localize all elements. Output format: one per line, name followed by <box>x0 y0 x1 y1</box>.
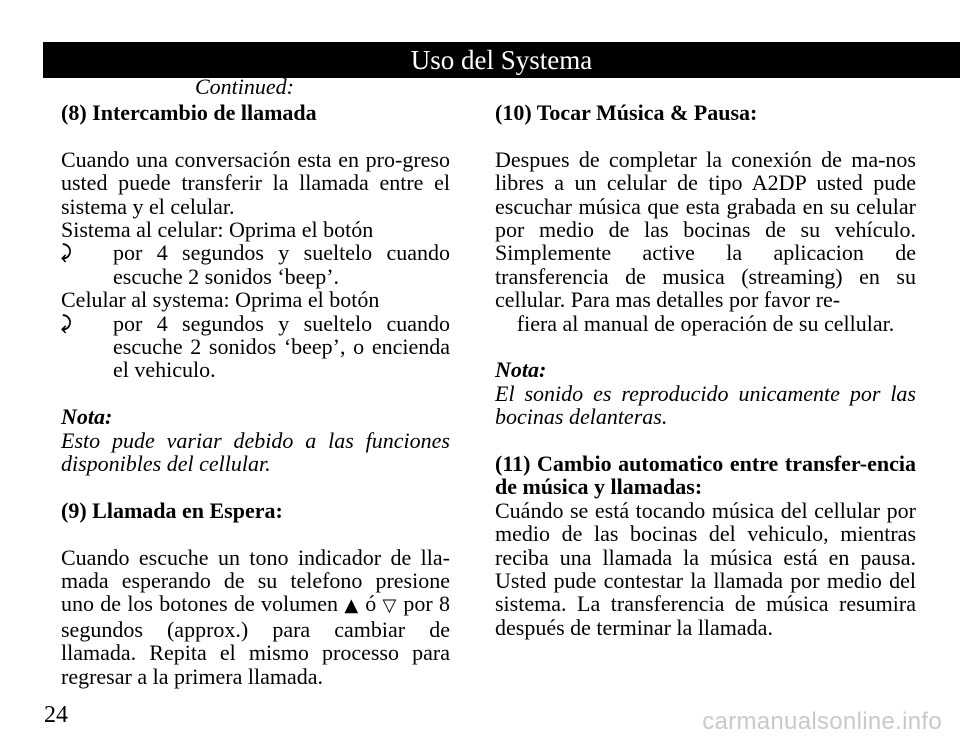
watermark: carmanualsonline.info <box>702 708 942 735</box>
system-to-cell-text: Sistema al celular: Oprima el botón <box>61 217 374 243</box>
spacer <box>61 382 450 405</box>
page-number: 24 <box>44 702 68 728</box>
note-title: Nota: <box>61 404 113 430</box>
volume-down-triangle-icon: ▽ <box>382 595 398 617</box>
cell-to-system-line-2 <box>61 312 450 382</box>
section-9-heading: (9) Llamada en Espera: <box>61 497 283 523</box>
section-title: Uso del Systema <box>410 45 593 75</box>
system-to-cell-text-2: por 4 segundos y sueltelo cuando escuche 2 sonidos ‘beep’. <box>113 240 450 289</box>
left-column <box>61 101 450 688</box>
right-column <box>495 101 916 639</box>
volume-up-triangle-icon: ▲ <box>344 595 359 617</box>
note-text: El sonido es reproducido unicamente por las bocinas delanteras. <box>495 380 916 430</box>
note-text: Esto pude variar debido a las funciones disponibles del cellular. <box>61 427 450 477</box>
continued-label: Continued: <box>195 74 294 99</box>
spacer <box>61 124 450 147</box>
system-to-cell-line <box>61 218 450 241</box>
cell-to-system-text-2: por 4 segundos y sueltelo cuando escuche 2 sonidos ‘beep’, o encienda el vehiculo. <box>113 310 450 383</box>
section-9-body <box>61 546 450 688</box>
section-11-heading: (11) Cambio automatico entre transfer-encia de música y llamadas: <box>495 451 916 500</box>
spacer <box>495 429 916 452</box>
section-10-body-last: fiera al manual de operación de su cellular. <box>516 310 895 336</box>
section-10-body: Despues de completar la conexión de ma-nos libres a un celular de tipo A2DP usted pude escuchar música que esta grabada en su celular por medio de las bocinas de su vehículo. Simplemente active la aplicacion de transferencia de musica (streaming) en su cellular. Para mas detalles por favor re- <box>495 146 916 313</box>
section-8-heading: (8) Intercambio de llamada <box>61 100 317 125</box>
section-9-text-b: por 8 segundos (approx.) para cambiar de llamada. Repita el mismo processo para regresar a la primera llamada. <box>61 591 451 689</box>
section-9-text-a: Cuando escuche un tono indicador de lla-mada esperando de su telefono presione uno de los botones de volumen <box>61 544 450 617</box>
system-to-cell-line-2 <box>61 241 450 288</box>
section-8-body: Cuando una conversación esta en pro-greso usted puede transferir la llamada entre el sistema y el celular. <box>61 146 450 219</box>
section-10-heading: (10) Tocar Música & Pausa: <box>495 100 758 125</box>
phone-button-icon: ⤸ <box>61 242 72 264</box>
cell-to-system-line <box>61 288 450 311</box>
phone-button-icon: ⤸ <box>61 312 72 334</box>
spacer <box>61 475 450 498</box>
note-title: Nota: <box>495 357 547 383</box>
or-text: ó <box>365 591 377 617</box>
cell-to-system-text: Celular al systema: Oprima el botón <box>61 287 380 313</box>
spacer <box>495 124 916 147</box>
section-header <box>43 42 960 78</box>
spacer <box>61 522 450 545</box>
spacer <box>495 335 916 358</box>
section-11-body: Cuándo se está tocando música del cellular por medio de las bocinas del vehiculo, mientras reciba una llamada la música está en pausa. Usted pude contestar la llamada por medio del sistema. La transferencia de música resumira después de terminar la llamada. <box>495 497 916 640</box>
